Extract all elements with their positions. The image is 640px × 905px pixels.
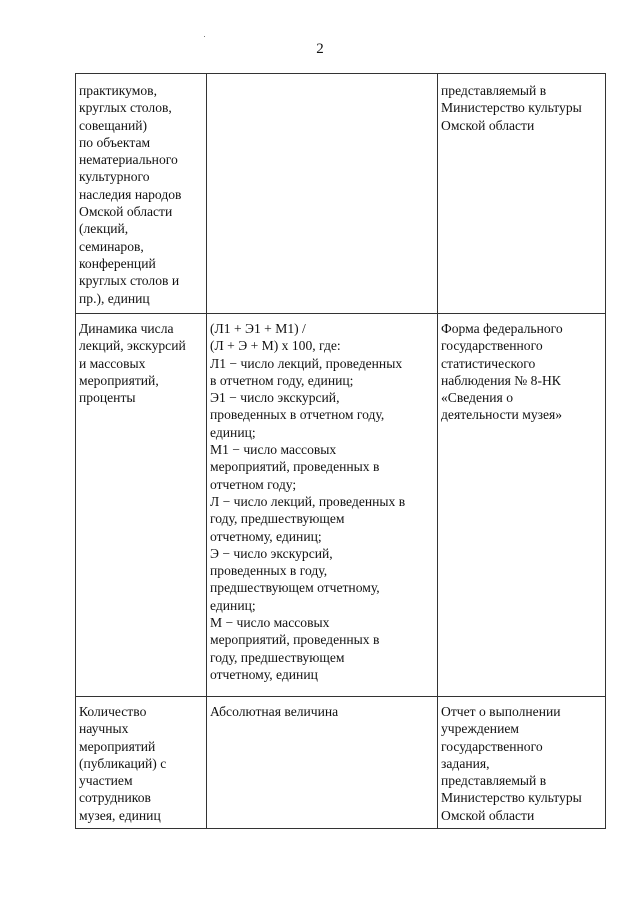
table-row bbox=[76, 697, 606, 829]
cell-text-line: нематериального bbox=[79, 152, 178, 168]
cell-text-line: статистического bbox=[441, 355, 536, 371]
cell-text-line: круглых столов и bbox=[79, 273, 180, 289]
cell-text-line: Омской области bbox=[441, 807, 535, 823]
cell-text-line: наблюдения № 8-НК bbox=[441, 372, 561, 388]
cell-text-line: (лекций, bbox=[79, 221, 129, 237]
cell-text-line: мероприятий, bbox=[79, 372, 159, 388]
cell-text-line: проведенных в отчетном году, bbox=[210, 407, 385, 423]
indicator-table bbox=[75, 73, 606, 829]
indicator-name-cell bbox=[76, 314, 207, 697]
table-row bbox=[76, 314, 606, 697]
cell-text-line: Л1 − число лекций, проведенных bbox=[210, 355, 403, 371]
cell-text-line: наследия народов bbox=[79, 186, 182, 202]
cell-text-line: единиц; bbox=[210, 597, 256, 613]
cell-text-line: музея, единиц bbox=[79, 807, 161, 823]
cell-text-line: Динамика числа bbox=[79, 321, 174, 336]
cell-text-line: Омской области bbox=[79, 204, 173, 220]
cell-text-line: практикумов, bbox=[79, 83, 157, 98]
cell-text-line: деятельности музея» bbox=[441, 407, 563, 423]
cell-text-line: участием bbox=[79, 773, 133, 789]
cell-text-line: сотрудников bbox=[79, 790, 151, 806]
cell-text-line: предшествующем отчетному, bbox=[210, 580, 380, 596]
cell-text-line: учреждением bbox=[441, 721, 519, 737]
cell-text-line: отчетном году; bbox=[210, 476, 297, 492]
cell-text-line: мероприятий, проведенных в bbox=[210, 632, 380, 648]
data-source-cell bbox=[438, 74, 606, 314]
cell-text-line: круглых столов, bbox=[79, 100, 172, 116]
data-source-cell bbox=[438, 314, 606, 697]
cell-text-line: «Сведения о bbox=[441, 390, 514, 406]
cell-text-line: (Л + Э + М) х 100, где: bbox=[210, 338, 341, 354]
cell-text-line: Абсолютная величина bbox=[210, 704, 339, 719]
indicator-name-cell bbox=[76, 74, 207, 314]
cell-text-line: и массовых bbox=[79, 355, 146, 371]
cell-text-line: проведенных в году, bbox=[210, 563, 328, 579]
cell-text-line: году, предшествующем bbox=[210, 649, 345, 665]
cell-text-line: Э − число экскурсий, bbox=[210, 545, 333, 561]
table-row bbox=[76, 74, 606, 314]
cell-text-line: М1 − число массовых bbox=[210, 442, 337, 458]
scan-speck bbox=[204, 36, 205, 37]
cell-text-line: М − число массовых bbox=[210, 615, 330, 631]
cell-text-line: Э1 − число экскурсий, bbox=[210, 390, 340, 406]
cell-text-line: Министерство культуры bbox=[441, 790, 582, 806]
cell-text-line: лекций, экскурсий bbox=[79, 338, 186, 354]
cell-text-line: году, предшествующем bbox=[210, 511, 345, 527]
cell-text-line: представляемый в bbox=[441, 83, 547, 98]
cell-text-line: Количество bbox=[79, 704, 147, 719]
cell-text-line: Отчет о выполнении bbox=[441, 704, 561, 719]
cell-text-line: мероприятий bbox=[79, 738, 156, 754]
calculation-method-cell bbox=[207, 314, 438, 697]
cell-text-line: Л − число лекций, проведенных в bbox=[210, 493, 406, 509]
cell-text-line: Министерство культуры bbox=[441, 100, 582, 116]
cell-text-line: представляемый в bbox=[441, 773, 547, 789]
cell-text-line: по объектам bbox=[79, 134, 151, 150]
cell-text-line: мероприятий, проведенных в bbox=[210, 459, 380, 475]
cell-text-line: (публикаций) с bbox=[79, 755, 167, 771]
cell-text-line: в отчетном году, единиц; bbox=[210, 372, 354, 388]
cell-text-line: конференций bbox=[79, 255, 156, 271]
cell-text-line: проценты bbox=[79, 390, 136, 406]
cell-text-line: (Л1 + Э1 + М1) / bbox=[210, 321, 306, 336]
cell-text-line: отчетному, единиц; bbox=[210, 528, 322, 544]
cell-text-line: Омской области bbox=[441, 117, 535, 133]
cell-text-line: культурного bbox=[79, 169, 150, 185]
calculation-method-cell bbox=[207, 697, 438, 829]
cell-text-line: Форма федерального bbox=[441, 321, 563, 336]
cell-text-line: совещаний) bbox=[79, 117, 148, 133]
cell-text-line: семинаров, bbox=[79, 238, 144, 254]
indicator-name-cell bbox=[76, 697, 207, 829]
data-source-cell bbox=[438, 697, 606, 829]
page-number: 2 bbox=[316, 41, 324, 57]
cell-text-line: пр.), единиц bbox=[79, 290, 150, 306]
cell-text-line: научных bbox=[79, 721, 129, 737]
cell-text-line: отчетному, единиц bbox=[210, 666, 318, 682]
calculation-method-cell bbox=[207, 74, 438, 314]
cell-text-line: единиц; bbox=[210, 424, 256, 440]
cell-text-line: государственного bbox=[441, 338, 543, 354]
cell-text-line: государственного bbox=[441, 738, 543, 754]
cell-text-line: задания, bbox=[441, 755, 490, 771]
